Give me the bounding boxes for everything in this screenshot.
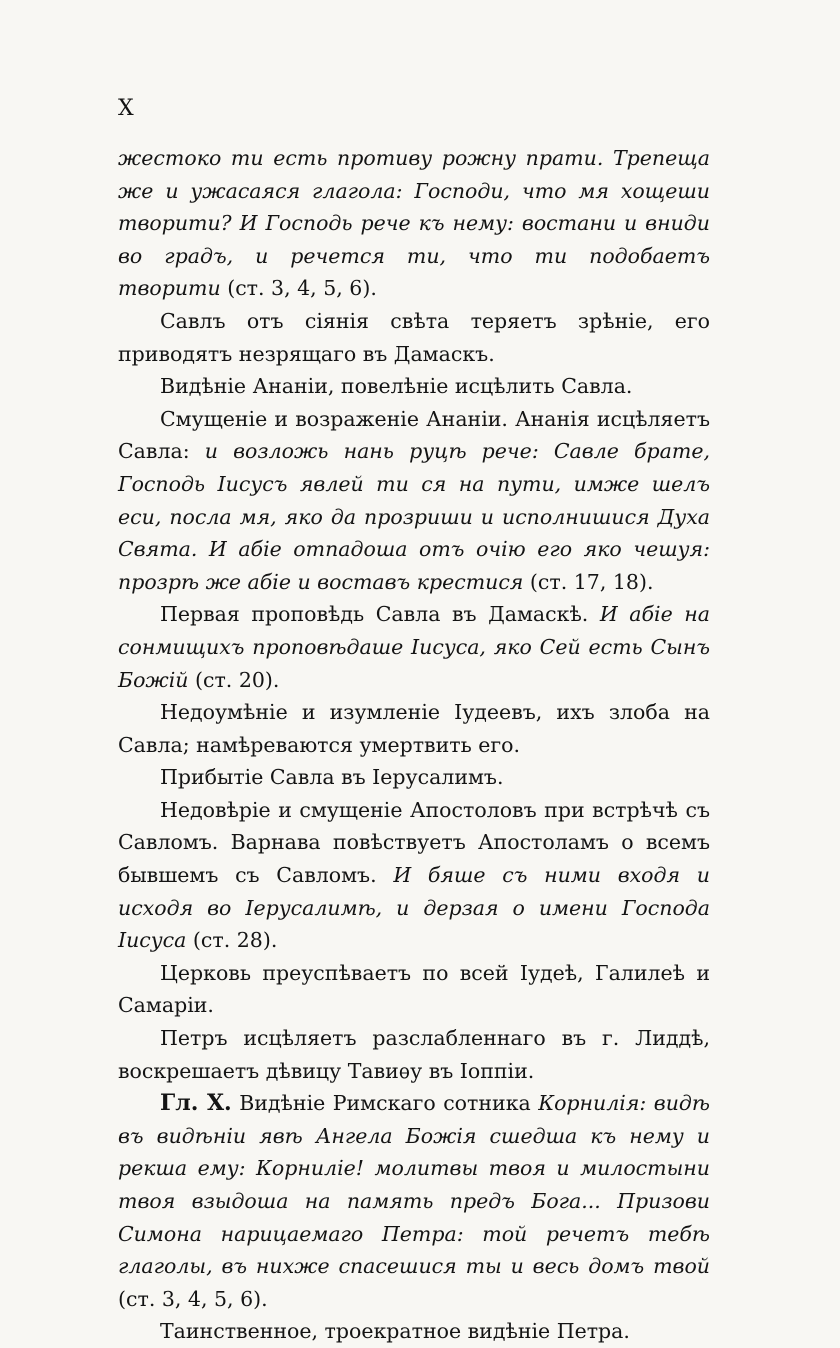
text-segment: Недоумѣніе и изумленіе Іудеевъ, ихъ злоба на Савла; намѣреваются умертвить его. [118, 700, 710, 757]
text-segment: Прибытіе Савла въ Іерусалимъ. [160, 765, 504, 790]
page-text [118, 142, 710, 1348]
text-segment: Смущеніе и возраженіе Ананіи. Ананія исцѣляетъ Савла: [118, 406, 710, 464]
text-segment: Первая проповѣдь Савла въ Дамаскѣ. [160, 602, 600, 627]
text-segment: Видѣніе Ананіи, повелѣніе исцѣлить Савла. [160, 374, 633, 399]
paragraph [118, 1087, 710, 1315]
paragraph [118, 957, 710, 1022]
paragraph [118, 598, 710, 696]
text-segment: (ст. 3, 4, 5, 6). [118, 1286, 268, 1311]
text-segment: Петръ исцѣляетъ разслабленнаго въ г. Лиддѣ, воскрешаетъ дѣвицу Тавиѳу въ Іоппіи. [118, 1026, 710, 1083]
text-segment: Таинственное, троекратное видѣніе Петра. [160, 1319, 630, 1344]
paragraph [118, 1022, 710, 1087]
paragraph [118, 305, 710, 370]
paragraph [118, 794, 710, 957]
text-segment: Церковь преуспѣваетъ по всей Іудеѣ, Галилеѣ и Самаріи. [118, 960, 710, 1018]
chapter-heading: Гл. X. [160, 1090, 232, 1117]
text-segment: (ст. 20). [188, 667, 280, 692]
text-segment: (ст. 28). [186, 928, 278, 953]
italic-quote: И бяше съ ними входя и исходя во Іерусалимѣ, и дерзая о имени Господа Іисуса [118, 863, 710, 953]
paragraph [118, 403, 710, 599]
paragraph [118, 761, 710, 794]
paragraph [118, 370, 710, 403]
paragraph [118, 142, 710, 305]
italic-quote: и возложь нань руцѣ рече: Савле брате, Господь Іисусъ явлей ти ся на пути, имже шелъ еси, посла мя, яко да прозриши и исполнишися Духа Свята. И абіе отпадоша отъ очію его яко чешуя: прозрѣ же абіе и воставъ крестися [118, 439, 710, 594]
text-segment: Недовѣріе и смущеніе Апостоловъ при встрѣчѣ съ Савломъ. Варнава повѣствуетъ Апостоламъ о всемъ бывшемъ съ Савломъ. [118, 797, 710, 888]
italic-quote: жестоко ти есть противу рожну прати. Трепеща же и ужасаяся глагола: Господи, что мя хощеши творити? И Господь рече къ нему: востани и вниди во градъ, и речется ти, что ти подобаетъ творити [118, 146, 710, 301]
text-segment: (ст. 17, 18). [523, 569, 654, 594]
paragraph [118, 1315, 710, 1348]
page-number: X [118, 96, 135, 121]
italic-quote: Корнилія: видѣ въ видѣніи явѣ Ангела Божія сшедша къ нему и рекша ему: Корниліе! молитвы твоя и милостыни твоя взыдоша на память предъ Бога... Призови Симона нарицаемаго Петра: той речетъ тебѣ глаголы, въ нихже спасешися ты и весь домъ твой [118, 1091, 711, 1279]
text-segment: Савлъ отъ сіянія свѣта теряетъ зрѣніе, его приводятъ незрящаго въ Дамаскъ. [118, 308, 710, 366]
text-segment: (ст. 3, 4, 5, 6). [220, 276, 377, 301]
text-segment: Видѣніе Римскаго сотника [231, 1091, 539, 1116]
paragraph [118, 696, 710, 761]
italic-quote: И абіе на сонмищихъ проповѣдаше Іисуса, яко Сей есть Сынъ Божій [118, 602, 710, 692]
